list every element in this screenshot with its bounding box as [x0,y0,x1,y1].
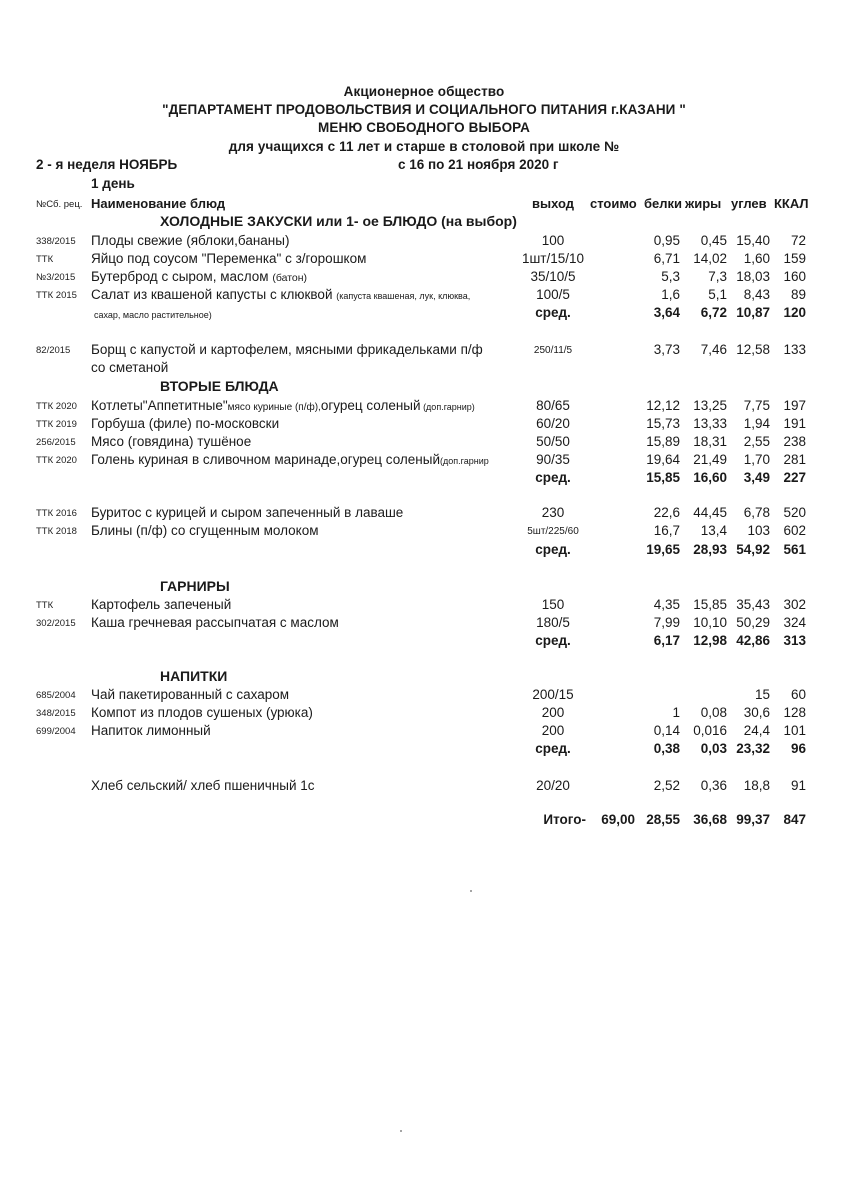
fat: 13,33 [693,416,727,431]
recipe-code: 699/2004 [36,726,76,737]
fat: 21,49 [693,452,727,467]
dish-output: 1шт/15/10 [521,251,585,266]
protein: 7,99 [653,615,680,630]
recipe-code: ТТК 2016 [36,508,77,519]
protein: 1 [672,705,680,720]
kcal: 89 [790,287,806,302]
total-kcal: 847 [783,812,806,827]
fat: 0,08 [700,705,727,720]
dish-output: 180/5 [536,615,570,630]
section-title-drinks: НАПИТКИ [160,668,228,684]
carbs: 24,4 [743,723,770,738]
dish-note-cont: сахар, масло растительное) [94,310,212,320]
dish-name-main: Бутерброд с сыром, маслом [91,269,269,284]
recipe-code: 302/2015 [36,618,76,629]
kcal: 133 [783,342,806,357]
carbs: 6,78 [743,505,770,520]
col-fat: жиры [685,196,722,211]
table-row [0,615,848,633]
dish-output: 200 [541,723,565,738]
dish-name: Хлеб сельский/ хлеб пшеничный 1с [91,778,315,793]
org-name: "ДЕПАРТАМЕНТ ПРОДОВОЛЬСТВИЯ И СОЦИАЛЬНОГО ПИТАНИЯ г.КАЗАНИ " [162,102,686,117]
kcal: 281 [783,452,806,467]
protein: 5,3 [661,269,680,284]
average-row [0,633,848,651]
kcal: 160 [783,269,806,284]
table-row [0,597,848,615]
avg-protein: 3,64 [653,305,680,320]
carbs: 103 [747,523,770,538]
dish-output: 100/5 [536,287,570,302]
dish-name: Каша гречневая рассыпчатая с маслом [91,615,339,630]
carbs: 1,60 [743,251,770,266]
fat: 7,3 [708,269,727,284]
dish-name-cont: со сметаной [91,360,169,375]
fat: 18,31 [693,434,727,449]
avg-carbs: 3,49 [743,470,770,485]
carbs: 15 [754,687,770,702]
dish-name [91,452,489,467]
carbs: 1,94 [743,416,770,431]
table-row [0,452,848,470]
dish-name: Плоды свежие (яблоки,бананы) [91,233,290,248]
dish-name: Горбуша (филе) по-московски [91,416,280,431]
carbs: 30,6 [743,705,770,720]
col-carbs: углев [731,196,767,211]
recipe-code: ТТК 2020 [36,401,77,412]
table-row [0,723,848,741]
menu-title: МЕНЮ СВОБОДНОГО ВЫБОРА [318,120,530,135]
protein: 4,35 [653,597,680,612]
protein: 0,14 [653,723,680,738]
table-row [0,251,848,269]
avg-label: сред. [535,741,571,756]
fat: 14,02 [693,251,727,266]
total-fat: 36,68 [693,812,727,827]
fat: 15,85 [693,597,727,612]
carbs: 18,03 [736,269,770,284]
dish-note: (батон) [272,272,308,284]
day-label: 1 день [91,176,135,191]
protein: 15,73 [646,416,680,431]
col-kcal: ККАЛ [774,196,809,211]
recipe-code: ТТК 2015 [36,290,77,301]
total-label: Итого- [543,812,586,827]
avg-kcal: 313 [783,633,806,648]
avg-kcal: 96 [790,741,806,756]
dish-note-tail: (доп.гарнир) [420,402,475,412]
dish-name: Картофель запеченый [91,597,232,612]
table-row [0,505,848,523]
col-cost: стоимо [590,196,637,211]
dish-output: 150 [541,597,565,612]
dish-note: (доп.гарнир [440,456,489,466]
dish-name [91,269,307,284]
dish-output: 20/20 [536,778,570,793]
table-row [0,342,848,360]
avg-carbs: 54,92 [736,542,770,557]
week-label: 2 - я неделя НОЯБРЬ [36,157,178,172]
dish-name-main: Котлеты"Аппетитные" [91,398,228,413]
total-carbs: 99,37 [736,812,770,827]
fat: 0,36 [700,778,727,793]
kcal: 191 [783,416,806,431]
kcal: 520 [783,505,806,520]
recipe-code: ТТК 2020 [36,455,77,466]
avg-fat: 28,93 [693,542,727,557]
avg-protein: 0,38 [653,741,680,756]
fat: 0,45 [700,233,727,248]
kcal: 238 [783,434,806,449]
recipe-code: 82/2015 [36,345,71,356]
protein: 1,6 [661,287,680,302]
protein: 2,52 [653,778,680,793]
org-type: Акционерное общество [343,84,505,99]
total-cost: 69,00 [601,812,635,827]
table-row [0,398,848,416]
fat: 44,45 [693,505,727,520]
table-row [0,233,848,251]
table-row [0,416,848,434]
kcal: 197 [783,398,806,413]
dish-name: Напиток лимонный [91,723,211,738]
avg-protein: 6,17 [653,633,680,648]
dish-name: Яйцо под соусом "Переменка" с з/горошком [91,251,367,266]
protein: 6,71 [653,251,680,266]
avg-carbs: 42,86 [736,633,770,648]
total-row [0,812,848,830]
col-protein: белки [644,196,683,211]
dish-output: 90/35 [536,452,570,467]
recipe-code: ТТК 2018 [36,526,77,537]
dish-name [91,398,475,413]
dish-name-main: Голень куриная в сливочном маринаде,огурец соленый [91,452,440,467]
carbs: 7,75 [743,398,770,413]
menu-subtitle: для учащихся с 11 лет и старше в столовой при школе № [228,139,620,154]
recipe-code: ТТК [36,600,54,611]
carbs: 15,40 [736,233,770,248]
recipe-code: ТТК 2019 [36,419,77,430]
dish-output: 100 [541,233,565,248]
dish-name: Чай пакетированный с сахаром [91,687,290,702]
recipe-code: 685/2004 [36,690,76,701]
fat: 5,1 [708,287,727,302]
carbs: 2,55 [743,434,770,449]
kcal: 602 [783,523,806,538]
col-code: №Сб. рец. [36,199,83,210]
total-protein: 28,55 [646,812,680,827]
avg-label: сред. [535,542,571,557]
carbs: 1,70 [743,452,770,467]
average-row [0,470,848,488]
carbs: 8,43 [743,287,770,302]
dish-note: (капуста квашеная, лук, клюква, [336,291,471,301]
kcal: 72 [790,233,806,248]
carbs: 12,58 [736,342,770,357]
protein: 16,7 [653,523,680,538]
kcal: 302 [783,597,806,612]
recipe-code: 338/2015 [36,236,76,247]
avg-label: сред. [535,633,571,648]
dish-name: Блины (п/ф) со сгущенным молоком [91,523,319,538]
dish-output: 35/10/5 [530,269,576,284]
carbs: 50,29 [736,615,770,630]
kcal: 60 [790,687,806,702]
dish-name [91,287,470,302]
protein: 0,95 [653,233,680,248]
kcal: 324 [783,615,806,630]
avg-protein: 19,65 [646,542,680,557]
avg-fat: 12,98 [693,633,727,648]
table-row [0,705,848,723]
dish-output: 60/20 [536,416,570,431]
avg-label: сред. [535,305,571,320]
dish-output: 250/11/5 [533,345,573,356]
recipe-code: ТТК [36,254,54,265]
avg-carbs: 10,87 [736,305,770,320]
dish-name-tail: огурец соленый [320,398,421,413]
scan-speck [400,1130,402,1132]
dish-name-main: Салат из квашеной капусты с клюквой [91,287,333,302]
col-output: выход [532,196,575,211]
dish-name: Буритос с курицей и сыром запеченный в лаваше [91,505,404,520]
carbs: 35,43 [736,597,770,612]
protein: 12,12 [646,398,680,413]
recipe-code: №3/2015 [36,272,76,283]
avg-kcal: 227 [783,470,806,485]
avg-protein: 15,85 [646,470,680,485]
avg-fat: 0,03 [700,741,727,756]
avg-label: сред. [535,470,571,485]
dish-name: Мясо (говядина) тушёное [91,434,252,449]
recipe-code: 256/2015 [36,437,76,448]
dish-name: Борщ с капустой и картофелем, мясными фрикадельками п/ф [91,342,483,357]
average-row [0,542,848,560]
dish-output: 230 [541,505,565,520]
dish-output: 5шт/225/60 [527,526,579,537]
fat: 13,4 [700,523,727,538]
avg-fat: 16,60 [693,470,727,485]
recipe-code: 348/2015 [36,708,76,719]
kcal: 159 [783,251,806,266]
protein: 19,64 [646,452,680,467]
col-name: Наименование блюд [91,196,226,211]
section-title-mains: ВТОРЫЕ БЛЮДА [160,378,279,394]
scan-speck [470,890,472,892]
dish-note: мясо куриные (п/ф), [227,402,321,413]
table-row [0,287,848,305]
dish-output: 50/50 [536,434,570,449]
carbs: 18,8 [743,778,770,793]
avg-kcal: 120 [783,305,806,320]
date-range: с 16 по 21 ноября 2020 г [398,157,559,172]
table-row [0,523,848,541]
table-row [0,269,848,287]
table-row [0,687,848,705]
protein: 15,89 [646,434,680,449]
dish-output: 80/65 [536,398,570,413]
avg-kcal: 561 [783,542,806,557]
dish-output: 200/15 [532,687,574,702]
section-title-cold: ХОЛОДНЫЕ ЗАКУСКИ или 1- ое БЛЮДО (на выбор) [160,213,517,229]
average-row [0,741,848,759]
fat: 13,25 [693,398,727,413]
fat: 10,10 [693,615,727,630]
kcal: 101 [783,723,806,738]
dish-name: Компот из плодов сушеных (урюка) [91,705,313,720]
avg-fat: 6,72 [700,305,727,320]
table-row-bread [0,778,848,796]
fat: 0,016 [693,723,727,738]
protein: 3,73 [653,342,680,357]
average-row [0,305,848,323]
protein: 22,6 [653,505,680,520]
fat: 7,46 [700,342,727,357]
avg-carbs: 23,32 [736,741,770,756]
table-row [0,434,848,452]
kcal: 91 [790,778,806,793]
kcal: 128 [783,705,806,720]
dish-output: 200 [541,705,565,720]
section-title-sides: ГАРНИРЫ [160,578,230,594]
